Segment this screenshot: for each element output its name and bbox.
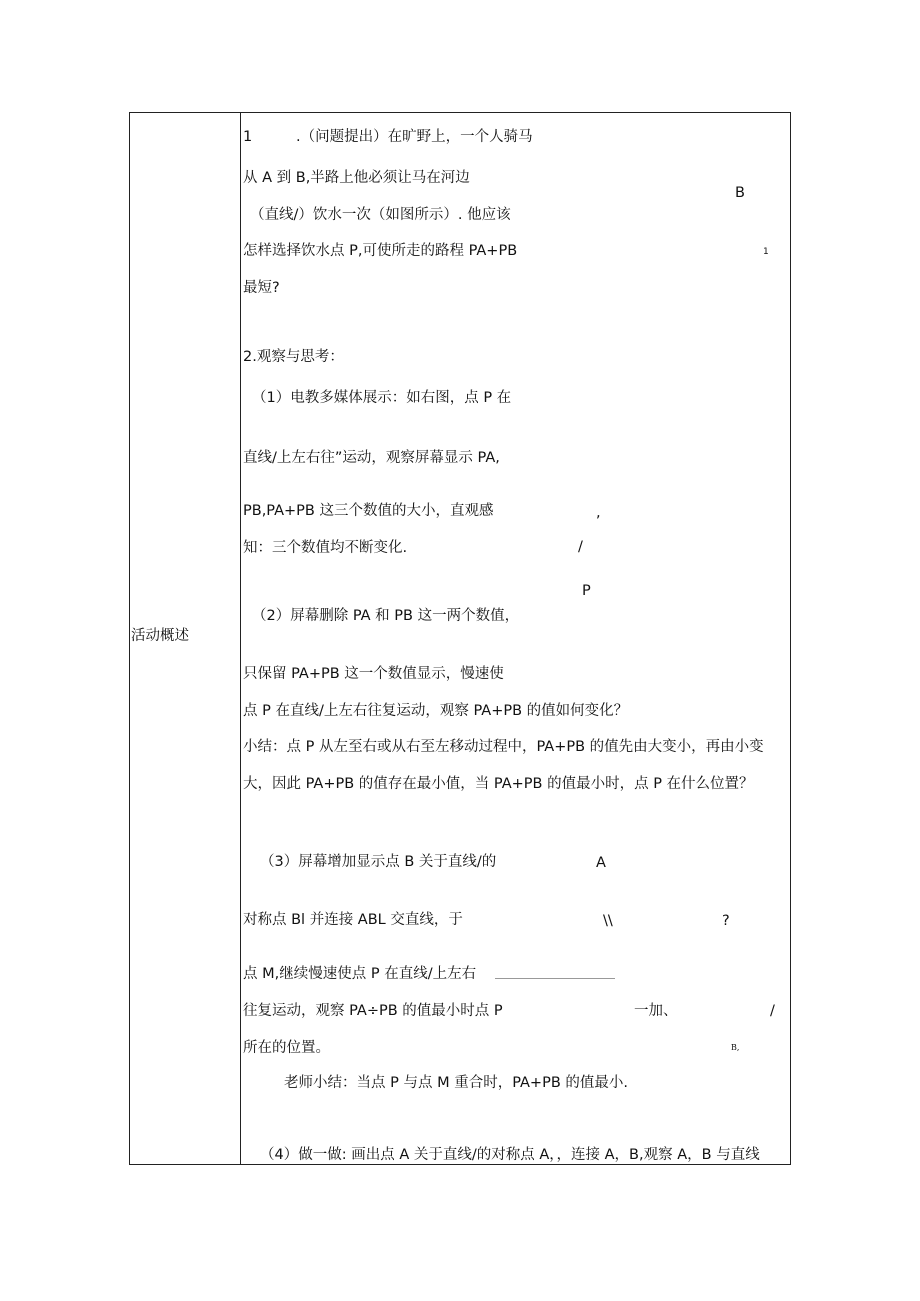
figure-label-p: P bbox=[582, 583, 591, 599]
text-line: PB,PA+PB 这三个数值的大小，直观感 bbox=[243, 503, 494, 519]
text-line: 对称点 Bl 并连接 ABL 交直线，于 bbox=[243, 912, 463, 928]
figure-mark: ? bbox=[722, 913, 730, 929]
section-heading: 2.观察与思考： bbox=[243, 349, 344, 365]
text-line: 点 M,继续慢速使点 P 在直线/上左右 bbox=[243, 966, 477, 982]
column-divider bbox=[240, 112, 241, 1165]
figure-mark: , bbox=[596, 505, 601, 521]
text-line: 最短? bbox=[243, 280, 280, 296]
text-line: .（问题提出）在旷野上，一个人骑马 bbox=[296, 129, 533, 145]
figure-label-1: 1 bbox=[763, 247, 769, 257]
figure-mark: / bbox=[578, 539, 583, 555]
figure-line bbox=[495, 978, 615, 979]
text-line: （4）做一做: 画出点 A 关于直线/的对称点 A，，连接 A，B,观察 A，B 与直线 bbox=[260, 1147, 760, 1163]
figure-mark: \\ bbox=[603, 913, 613, 929]
item-number: 1 bbox=[243, 129, 253, 145]
text-line: 从 A 到 B,半路上他必须让马在河边 bbox=[243, 170, 470, 186]
text-line: 点 P 在直线/上左右往复运动，观察 PA+PB 的值如何变化？ bbox=[243, 703, 629, 719]
summary-line: 大，因此 PA+PB 的值存在最小值，当 PA+PB 的值最小时，点 P 在什么位置？ bbox=[243, 776, 754, 792]
text-line: 直线/上左右往”运动，观察屏幕显示 PA, bbox=[243, 450, 500, 466]
text-line: （2）屏幕删除 PA 和 PB 这一两个数值， bbox=[252, 608, 520, 624]
text-line: （直线/）饮水一次（如图所示）. 他应该 bbox=[250, 207, 511, 223]
teacher-summary: 老师小结：当点 P 与点 M 重合时，PA+PB 的值最小. bbox=[284, 1075, 628, 1091]
figure-mark: / bbox=[770, 1003, 775, 1019]
figure-label-b-small: B, bbox=[731, 1043, 740, 1052]
row-label: 活动概述 bbox=[131, 628, 189, 644]
figure-mark: 一加、 bbox=[634, 1003, 678, 1019]
text-line: 知：三个数值均不断变化. bbox=[243, 540, 408, 556]
text-line: 所在的位置。 bbox=[243, 1040, 330, 1056]
figure-label-a: A bbox=[596, 855, 606, 871]
text-line: （3）屏幕增加显示点 B 关于直线/的 bbox=[260, 854, 497, 870]
text-line: 怎样选择饮水点 P,可使所走的路程 PA+PB bbox=[243, 243, 518, 259]
text-line: （1）电教多媒体展示：如右图，点 P 在 bbox=[252, 390, 512, 406]
text-line: 往复运动，观察 PA÷PB 的值最小时点 P bbox=[243, 1003, 503, 1019]
text-line: 只保留 PA+PB 这一个数值显示，慢速使 bbox=[243, 666, 504, 682]
summary-line: 小结：点 P 从左至右或从右至左移动过程中，PA+PB 的值先由大变小，再由小变 bbox=[243, 739, 764, 755]
figure-label-b: B bbox=[735, 185, 745, 201]
